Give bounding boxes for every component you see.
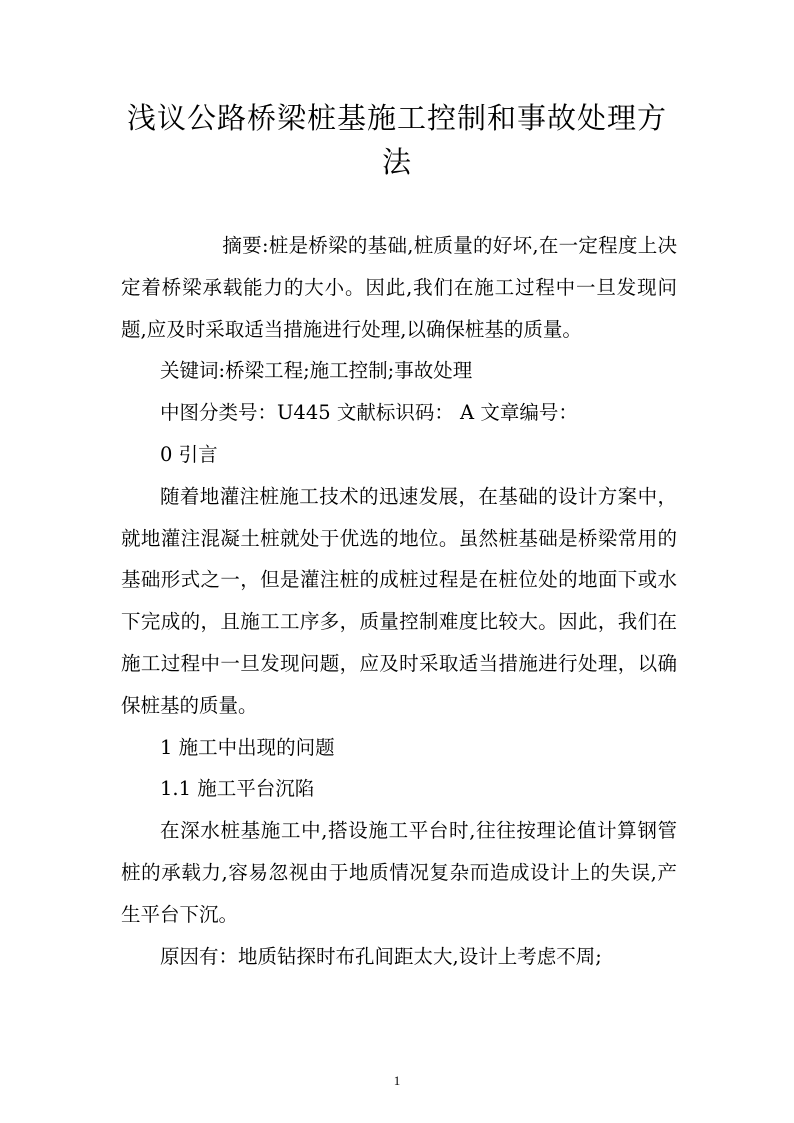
causes-paragraph: 原因有：地质钻探时布孔间距太大,设计上考虑不周; — [160, 944, 602, 968]
document-title — [105, 96, 689, 184]
title-line-2: 法 — [381, 145, 412, 179]
document-body — [121, 225, 677, 977]
section-heading-introduction: 0 引言 — [160, 442, 218, 466]
page-number: 1 — [393, 1073, 401, 1088]
title-line-1: 浅议公路桥梁桩基施工控制和事故处理方 — [126, 101, 667, 135]
platform-settlement-paragraph: 在深水桩基施工中,搭设施工平台时,往往按理论值计算钢管桩的承载力,容易忽视由于地质情况复杂而造成设计上的失误,产生平台下沉。 — [121, 819, 677, 926]
section-heading-problems: 1 施工中出现的问题 — [160, 735, 335, 759]
introduction-paragraph: 随着地灌注桩施工技术的迅速发展，在基础的设计方案中，就地灌注混凝土桩就处于优选的地位。虽然桩基础是桥梁常用的基础形式之一，但是灌注桩的成桩过程是在桩位处的地面下或水下完成的，且施工工序多，质量控制难度比较大。因此，我们在施工过程中一旦发现问题，应及时采取适当措施进行处理，以确保桩基的质量。 — [121, 484, 677, 717]
subsection-heading-platform-settlement: 1.1 施工平台沉陷 — [160, 777, 315, 801]
keywords-line: 关键词:桥梁工程;施工控制;事故处理 — [160, 359, 473, 383]
abstract-paragraph: 摘要:桩是桥梁的基础,桩质量的好坏,在一定程度上决定着桥梁承载能力的大小。因此,我们在施工过程中一旦发现问题,应及时采取适当措施进行处理,以确保桩基的质量。 — [121, 234, 677, 341]
classification-line: 中图分类号：U445 文献标识码： A 文章编号： — [160, 401, 578, 425]
